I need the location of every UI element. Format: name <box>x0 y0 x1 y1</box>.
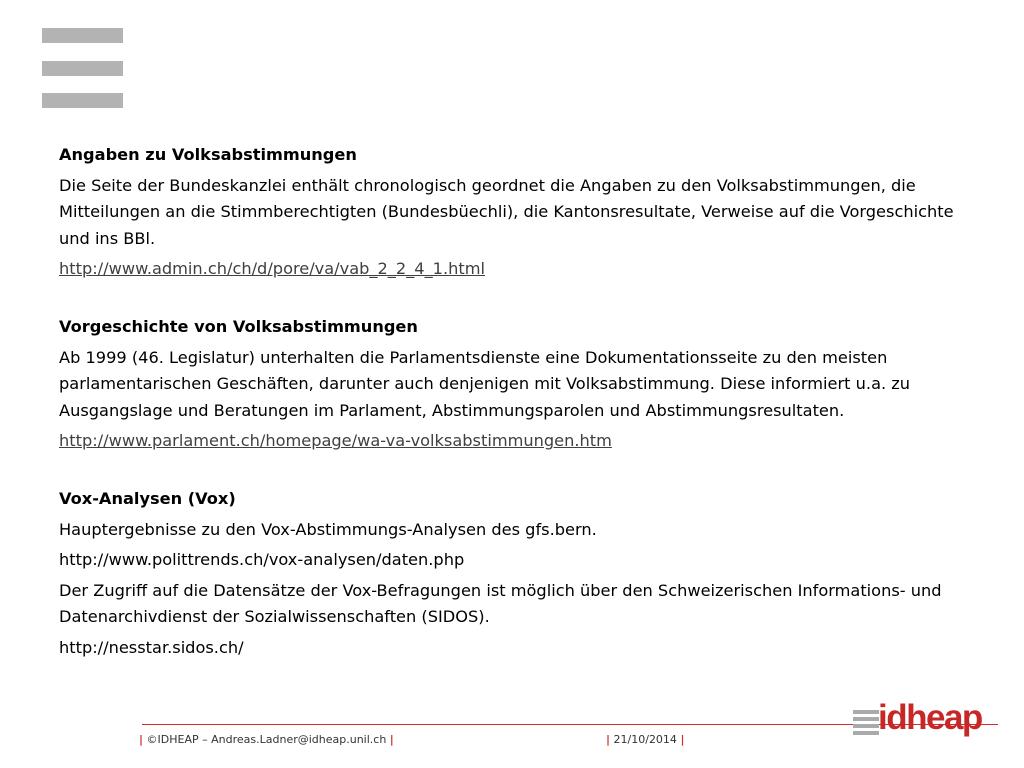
footer-copyright-text: ©IDHEAP – Andreas.Ladner@idheap.unil.ch <box>146 733 387 746</box>
link-parlament-ch[interactable]: http://www.parlament.ch/homepage/wa-va-volksabstimmungen.htm <box>59 431 612 451</box>
section-text-vorgeschichte: Ab 1999 (46. Legislatur) unterhalten die Parlamentsdienste eine Dokumentationsseite zu den meisten parlamentarischen Geschäften, darunter auch denjenigen mit Volksabstimmung. Diese informiert u.a. zu Ausgangslage und Beratungen im Parlament, Abstimmungsparolen und Abstimmungsresultaten. <box>59 347 911 420</box>
footer-date <box>606 733 684 746</box>
section-text-vox-1: Hauptergebnisse zu den Vox-Abstimmungs-Analysen des gfs.bern. <box>59 519 597 539</box>
footer-pipe: | <box>139 733 144 746</box>
footer-pipe: | <box>680 733 685 746</box>
section-heading-vorgeschichte: Vorgeschichte von Volksabstimmungen <box>59 316 418 336</box>
menu-bar-1 <box>42 28 123 43</box>
footer-date-text: 21/10/2014 <box>613 733 677 746</box>
main-content <box>59 142 989 666</box>
footer-pipe: | <box>606 733 611 746</box>
idheap-logo-text: idheap <box>878 698 982 737</box>
url-nesstar: http://nesstar.sidos.ch/ <box>59 637 244 657</box>
menu-bar-2 <box>42 61 123 76</box>
menu-icon[interactable] <box>42 28 123 108</box>
section-text-vox-2: Der Zugriff auf die Datensätze der Vox-Befragungen ist möglich über den Schweizerischen Informations- und Datenarchivdienst der Sozialwissenschaften (SIDOS). <box>59 580 942 627</box>
menu-bar-3 <box>42 93 123 108</box>
url-polittrends: http://www.polittrends.ch/vox-analysen/daten.php <box>59 550 465 570</box>
footer-pipe: | <box>389 733 394 746</box>
link-admin-ch[interactable]: http://www.admin.ch/ch/d/pore/va/vab_2_2_4_1.html <box>59 259 485 279</box>
section-text-volksabstimmungen: Die Seite der Bundeskanzlei enthält chronologisch geordnet die Angaben zu den Volksabstimmungen, die Mitteilungen an die Stimmberechtigten (Bundesbüechli), die Kantonsresultate, Verweise auf die Vorgeschichte und ins BBl. <box>59 175 954 248</box>
section-heading-vox: Vox-Analysen (Vox) <box>59 488 236 508</box>
section-heading-volksabstimmungen: Angaben zu Volksabstimmungen <box>59 145 357 164</box>
idheap-logo <box>853 698 982 744</box>
footer-copyright <box>139 733 394 746</box>
